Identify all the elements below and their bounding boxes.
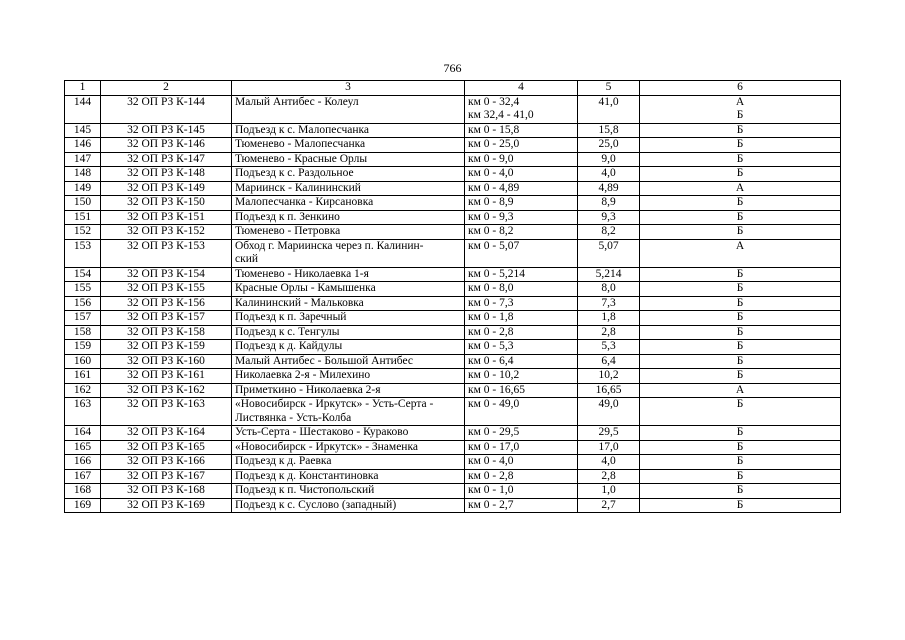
road-code-cell: 32 ОП РЗ К-162 (101, 383, 232, 398)
category-cell (640, 455, 841, 470)
length-cell: 49,0 (578, 398, 640, 426)
km-range-cell (465, 282, 578, 297)
row-number-cell: 153 (65, 239, 101, 267)
category-cell (640, 311, 841, 326)
km-range-cell (465, 455, 578, 470)
length-cell: 1,0 (578, 484, 640, 499)
category-cell (640, 267, 841, 282)
length-cell: 8,9 (578, 196, 640, 211)
km-range-cell-line: км 0 - 4,89 (468, 181, 520, 194)
category-cell-line: Б (736, 225, 744, 237)
km-range-cell-line: км 0 - 4,0 (468, 455, 514, 467)
length-cell: 25,0 (578, 138, 640, 153)
header-col-1: 1 (65, 81, 101, 96)
road-name-cell-line: Малый Антибес - Большой Антибес (235, 354, 413, 367)
road-name-cell-line: Подъезд к д. Константиновка (235, 469, 379, 482)
road-name-cell (232, 498, 465, 513)
road-name-cell (232, 225, 465, 240)
row-number-cell: 144 (65, 95, 101, 123)
road-code-cell: 32 ОП РЗ К-163 (101, 398, 232, 426)
km-range-cell-line: км 0 - 29,5 (468, 426, 520, 438)
category-cell (640, 398, 841, 426)
km-range-cell-line: км 0 - 1,8 (468, 311, 514, 323)
km-range-cell (465, 239, 578, 267)
category-cell-line: Б (736, 354, 744, 367)
table-row (65, 95, 841, 123)
km-range-cell-line: км 0 - 15,8 (468, 123, 520, 136)
row-number-cell: 161 (65, 369, 101, 384)
row-number-cell: 154 (65, 267, 101, 282)
table-row (65, 152, 841, 167)
road-code-cell: 32 ОП РЗ К-152 (101, 225, 232, 240)
category-cell-line: А (735, 181, 745, 194)
category-cell-line: Б (736, 196, 744, 208)
km-range-cell (465, 123, 578, 138)
road-name-cell (232, 469, 465, 484)
km-range-cell-line: км 0 - 9,0 (468, 152, 514, 165)
table-row (65, 426, 841, 441)
length-cell: 6,4 (578, 354, 640, 369)
road-code-cell: 32 ОП РЗ К-148 (101, 167, 232, 182)
length-cell: 4,89 (578, 181, 640, 196)
category-cell-line: Б (736, 325, 744, 338)
table-row (65, 325, 841, 340)
road-name-cell-line: Малопесчанка - Кирсановка (235, 196, 374, 208)
category-cell-line: Б (736, 167, 744, 179)
road-code-cell: 32 ОП РЗ К-156 (101, 296, 232, 311)
table-row (65, 267, 841, 282)
road-code-cell: 32 ОП РЗ К-161 (101, 369, 232, 384)
length-cell: 16,65 (578, 383, 640, 398)
category-cell-line: Б (736, 311, 744, 323)
category-cell-line: Б (736, 455, 744, 467)
length-cell: 9,0 (578, 152, 640, 167)
km-range-cell (465, 138, 578, 153)
road-name-cell-line: Усть-Серта - Шестаково - Кураково (235, 426, 409, 438)
road-name-cell (232, 484, 465, 499)
km-range-cell-line: км 0 - 49,0 (468, 398, 520, 410)
row-number-cell: 164 (65, 426, 101, 441)
category-cell (640, 440, 841, 455)
km-range-cell-line: км 0 - 17,0 (468, 440, 520, 453)
category-cell-line: Б (736, 282, 744, 294)
table-row (65, 225, 841, 240)
road-name-cell (232, 167, 465, 182)
length-cell: 2,8 (578, 325, 640, 340)
row-number-cell: 167 (65, 469, 101, 484)
table-row (65, 239, 841, 267)
table-row (65, 138, 841, 153)
road-code-cell: 32 ОП РЗ К-155 (101, 282, 232, 297)
km-range-cell-line: км 0 - 16,65 (468, 383, 525, 396)
road-name-cell-line: «Новосибирск - Иркутск» - Усть-Серта - (235, 398, 434, 410)
km-range-cell-line: км 0 - 2,7 (468, 498, 514, 511)
row-number-cell: 150 (65, 196, 101, 211)
km-range-cell-line: км 0 - 32,4 (468, 95, 520, 108)
km-range-cell (465, 311, 578, 326)
row-number-cell: 149 (65, 181, 101, 196)
road-name-cell (232, 455, 465, 470)
road-name-cell (232, 138, 465, 153)
category-cell (640, 95, 841, 123)
road-name-cell-line: Красные Орлы - Камышенка (235, 282, 376, 294)
road-name-cell-line: Подъезд к с. Тенгулы (235, 325, 340, 338)
road-name-cell (232, 440, 465, 455)
category-cell (640, 181, 841, 196)
road-code-cell: 32 ОП РЗ К-158 (101, 325, 232, 340)
km-range-cell-line: км 0 - 8,2 (468, 225, 514, 237)
table-row (65, 383, 841, 398)
row-number-cell: 163 (65, 398, 101, 426)
category-cell (640, 123, 841, 138)
road-name-cell-line: Тюменево - Николаевка 1-я (235, 267, 369, 280)
length-cell: 7,3 (578, 296, 640, 311)
km-range-cell (465, 225, 578, 240)
category-cell-line: Б (736, 369, 744, 381)
road-code-cell: 32 ОП РЗ К-164 (101, 426, 232, 441)
header-col-4: 4 (465, 81, 578, 96)
road-registry-table (64, 80, 841, 513)
km-range-cell (465, 167, 578, 182)
category-cell (640, 340, 841, 355)
header-row (65, 81, 841, 96)
row-number-cell: 160 (65, 354, 101, 369)
category-cell (640, 138, 841, 153)
road-code-cell: 32 ОП РЗ К-166 (101, 455, 232, 470)
road-code-cell: 32 ОП РЗ К-153 (101, 239, 232, 267)
road-name-cell-line: Подъезд к д. Раевка (235, 455, 332, 467)
category-cell-line: А (735, 383, 745, 396)
road-name-cell-line: Обход г. Мариинска через п. Калинин- (235, 239, 424, 252)
header-col-6: 6 (640, 81, 841, 96)
km-range-cell (465, 484, 578, 499)
km-range-cell (465, 498, 578, 513)
table-row (65, 196, 841, 211)
category-cell (640, 239, 841, 267)
road-name-cell-line: Подъезд к п. Зенкино (235, 210, 340, 223)
km-range-cell-line: км 0 - 10,2 (468, 369, 520, 381)
road-name-cell-line: Тюменево - Петровка (235, 225, 341, 237)
km-range-cell (465, 369, 578, 384)
road-name-cell (232, 196, 465, 211)
category-cell-line: Б (736, 398, 744, 410)
km-range-cell (465, 196, 578, 211)
length-cell: 4,0 (578, 455, 640, 470)
km-range-cell (465, 426, 578, 441)
road-code-cell: 32 ОП РЗ К-168 (101, 484, 232, 499)
km-range-cell-line: км 0 - 5,3 (468, 340, 514, 352)
road-name-cell (232, 296, 465, 311)
road-name-cell (232, 325, 465, 340)
km-range-cell-line: км 0 - 2,8 (468, 325, 514, 338)
km-range-cell (465, 296, 578, 311)
header-col-3: 3 (232, 81, 465, 96)
road-name-cell (232, 383, 465, 398)
category-cell-line: Б (736, 440, 744, 453)
category-cell-line: Б (736, 123, 744, 136)
table-row (65, 469, 841, 484)
km-range-cell-line: км 0 - 7,3 (468, 296, 514, 309)
table-row (65, 455, 841, 470)
category-cell-line: Б (736, 210, 744, 223)
table-row (65, 123, 841, 138)
row-number-cell: 157 (65, 311, 101, 326)
road-code-cell: 32 ОП РЗ К-147 (101, 152, 232, 167)
road-code-cell: 32 ОП РЗ К-145 (101, 123, 232, 138)
road-name-cell-line: Подъезд к п. Чистопольский (235, 484, 375, 496)
km-range-cell (465, 210, 578, 225)
length-cell: 15,8 (578, 123, 640, 138)
length-cell: 8,2 (578, 225, 640, 240)
km-range-cell-line: км 0 - 4,0 (468, 167, 514, 179)
road-name-cell-line: Подъезд к д. Кайдулы (235, 340, 343, 352)
row-number-cell: 146 (65, 138, 101, 153)
row-number-cell: 166 (65, 455, 101, 470)
page-number: 766 (443, 61, 462, 75)
category-cell-line: Б (736, 469, 744, 482)
km-range-cell-line: км 0 - 5,214 (468, 267, 525, 280)
length-cell: 17,0 (578, 440, 640, 455)
road-name-cell (232, 340, 465, 355)
category-cell (640, 225, 841, 240)
table-row (65, 181, 841, 196)
category-cell-line: А (735, 95, 745, 108)
category-cell-line: Б (736, 340, 744, 352)
road-code-cell: 32 ОП РЗ К-146 (101, 138, 232, 153)
category-cell (640, 383, 841, 398)
row-number-cell: 147 (65, 152, 101, 167)
length-cell: 29,5 (578, 426, 640, 441)
length-cell: 4,0 (578, 167, 640, 182)
km-range-cell-line: км 0 - 9,3 (468, 210, 514, 223)
road-code-cell: 32 ОП РЗ К-159 (101, 340, 232, 355)
row-number-cell: 148 (65, 167, 101, 182)
km-range-cell-line: км 0 - 25,0 (468, 138, 520, 150)
row-number-cell: 156 (65, 296, 101, 311)
road-code-cell: 32 ОП РЗ К-165 (101, 440, 232, 455)
road-code-cell: 32 ОП РЗ К-154 (101, 267, 232, 282)
category-cell (640, 426, 841, 441)
road-name-cell-line: Тюменево - Красные Орлы (235, 152, 368, 165)
category-cell-line: Б (736, 426, 744, 438)
km-range-cell (465, 325, 578, 340)
length-cell: 2,8 (578, 469, 640, 484)
row-number-cell: 151 (65, 210, 101, 225)
road-name-cell (232, 282, 465, 297)
row-number-cell: 152 (65, 225, 101, 240)
road-name-cell (232, 181, 465, 196)
road-name-cell-line: Подъезд к с. Малопесчанка (235, 123, 370, 136)
category-cell-line: А (735, 239, 745, 252)
road-name-cell (232, 267, 465, 282)
km-range-cell (465, 354, 578, 369)
road-code-cell: 32 ОП РЗ К-144 (101, 95, 232, 123)
length-cell: 2,7 (578, 498, 640, 513)
road-name-cell-line: Подъезд к п. Заречный (235, 311, 347, 323)
table-row (65, 282, 841, 297)
row-number-cell: 158 (65, 325, 101, 340)
road-name-cell (232, 426, 465, 441)
length-cell: 5,07 (578, 239, 640, 267)
road-name-cell-line: Листвянка - Усть-Колба (235, 411, 352, 424)
table-row (65, 498, 841, 513)
table-row (65, 311, 841, 326)
category-cell-line: Б (736, 109, 744, 121)
category-cell-line: Б (736, 138, 744, 150)
road-code-cell: 32 ОП РЗ К-157 (101, 311, 232, 326)
road-name-cell (232, 123, 465, 138)
length-cell: 1,8 (578, 311, 640, 326)
road-name-cell-line: Тюменево - Малопесчанка (235, 138, 366, 150)
road-code-cell: 32 ОП РЗ К-169 (101, 498, 232, 513)
header-col-5: 5 (578, 81, 640, 96)
row-number-cell: 155 (65, 282, 101, 297)
road-name-cell (232, 311, 465, 326)
row-number-cell: 159 (65, 340, 101, 355)
km-range-cell-line: км 0 - 5,07 (468, 239, 520, 252)
road-name-cell-line: Малый Антибес - Колеул (235, 95, 359, 108)
category-cell (640, 296, 841, 311)
table-row (65, 167, 841, 182)
category-cell (640, 469, 841, 484)
road-name-cell-line: Мариинск - Калининский (235, 181, 361, 194)
km-range-cell (465, 440, 578, 455)
length-cell: 9,3 (578, 210, 640, 225)
category-cell (640, 196, 841, 211)
km-range-cell (465, 267, 578, 282)
row-number-cell: 145 (65, 123, 101, 138)
category-cell (640, 484, 841, 499)
category-cell (640, 369, 841, 384)
length-cell: 5,3 (578, 340, 640, 355)
table-row (65, 354, 841, 369)
length-cell: 41,0 (578, 95, 640, 123)
road-name-cell-line: Подъезд к с. Суслово (западный) (235, 498, 397, 511)
road-name-cell (232, 210, 465, 225)
table-row (65, 340, 841, 355)
table-row (65, 210, 841, 225)
road-code-cell: 32 ОП РЗ К-149 (101, 181, 232, 196)
road-name-cell (232, 369, 465, 384)
road-name-cell (232, 95, 465, 123)
km-range-cell (465, 181, 578, 196)
road-name-cell (232, 152, 465, 167)
category-cell (640, 325, 841, 340)
table-row (65, 296, 841, 311)
length-cell: 5,214 (578, 267, 640, 282)
table-row (65, 440, 841, 455)
km-range-cell-line: км 0 - 1,0 (468, 484, 514, 496)
km-range-cell-line: км 0 - 8,0 (468, 282, 514, 294)
category-cell-line: Б (736, 152, 744, 165)
category-cell-line: Б (736, 498, 744, 511)
category-cell-line: Б (736, 484, 744, 496)
km-range-cell-line: км 0 - 2,8 (468, 469, 514, 482)
row-number-cell: 162 (65, 383, 101, 398)
category-cell (640, 354, 841, 369)
table-row (65, 484, 841, 499)
table-row (65, 398, 841, 426)
km-range-cell-line: км 0 - 8,9 (468, 196, 514, 208)
km-range-cell (465, 152, 578, 167)
km-range-cell (465, 95, 578, 123)
km-range-cell-line: км 0 - 6,4 (468, 354, 514, 367)
road-name-cell-line: Николаевка 2-я - Милехино (235, 369, 371, 381)
row-number-cell: 168 (65, 484, 101, 499)
road-code-cell: 32 ОП РЗ К-167 (101, 469, 232, 484)
km-range-cell (465, 398, 578, 426)
road-code-cell: 32 ОП РЗ К-160 (101, 354, 232, 369)
road-name-cell-line: ский (235, 253, 258, 265)
km-range-cell-line: км 32,4 - 41,0 (468, 109, 534, 121)
category-cell (640, 498, 841, 513)
category-cell-line: Б (736, 296, 744, 309)
road-name-cell (232, 239, 465, 267)
road-name-cell (232, 354, 465, 369)
km-range-cell (465, 340, 578, 355)
category-cell (640, 282, 841, 297)
table-body (65, 95, 841, 513)
category-cell (640, 210, 841, 225)
category-cell-line: Б (736, 267, 744, 280)
road-name-cell-line: Калининский - Мальковка (235, 296, 364, 309)
road-name-cell (232, 398, 465, 426)
road-code-cell: 32 ОП РЗ К-150 (101, 196, 232, 211)
road-code-cell: 32 ОП РЗ К-151 (101, 210, 232, 225)
km-range-cell (465, 383, 578, 398)
row-number-cell: 169 (65, 498, 101, 513)
header-col-2: 2 (101, 81, 232, 96)
km-range-cell (465, 469, 578, 484)
category-cell (640, 152, 841, 167)
road-name-cell-line: Подъезд к с. Раздольное (235, 167, 354, 179)
category-cell (640, 167, 841, 182)
length-cell: 8,0 (578, 282, 640, 297)
table-header (65, 81, 841, 96)
table-row (65, 369, 841, 384)
road-name-cell-line: Приметкино - Николаевка 2-я (235, 383, 381, 396)
row-number-cell: 165 (65, 440, 101, 455)
length-cell: 10,2 (578, 369, 640, 384)
road-name-cell-line: «Новосибирск - Иркутск» - Знаменка (235, 440, 418, 453)
